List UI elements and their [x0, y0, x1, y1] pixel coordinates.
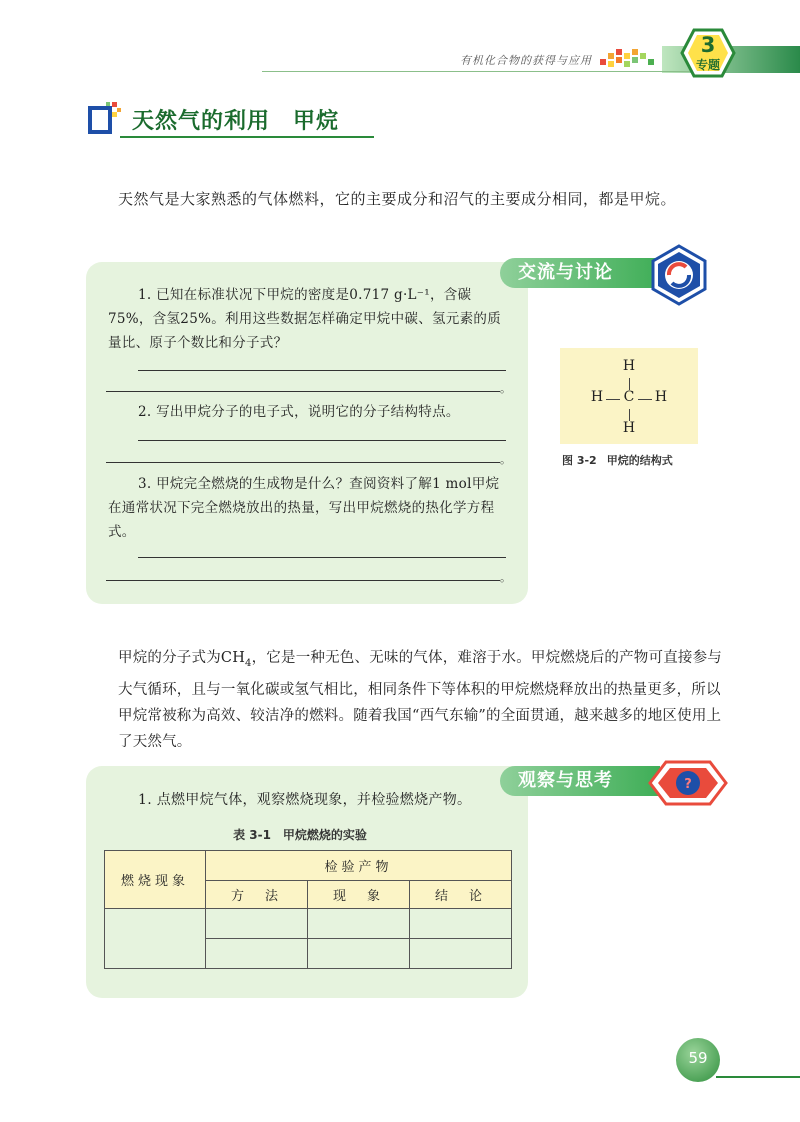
answer-line	[138, 440, 506, 441]
table-caption-number: 表 3-1	[233, 828, 271, 842]
table-caption	[206, 826, 406, 843]
running-title: 有机化合物的获得与应用	[460, 54, 592, 67]
mosaic-decoration	[596, 47, 658, 71]
figure-caption-number: 图 3-2	[562, 454, 597, 467]
table-cell	[105, 909, 206, 969]
answer-end-mark: 。	[500, 453, 511, 466]
chapter-number: 3	[700, 33, 716, 57]
chapter-label: 专题	[695, 58, 720, 72]
discussion-cycle-icon	[648, 244, 710, 306]
table-cell	[308, 939, 410, 969]
section-title-rule	[120, 136, 374, 138]
page-number-rule	[716, 1076, 800, 1078]
page-number: 59	[688, 1049, 708, 1067]
answer-line	[138, 557, 506, 558]
paragraph-part1: 甲烷的分子式为CH	[118, 650, 246, 666]
observe-tab: 观察与思考	[500, 766, 660, 796]
methane-paragraph	[118, 645, 728, 755]
methane-structure-figure	[560, 348, 698, 444]
header-method: 方 法	[206, 881, 308, 909]
header-test-products: 检验产物	[206, 851, 512, 881]
discussion-question-2: 2. 写出甲烷分子的电子式，说明它的分子结构特点。	[138, 404, 460, 420]
table-cell	[410, 939, 512, 969]
svg-text:?: ?	[684, 777, 692, 792]
answer-end-mark: 。	[500, 382, 511, 395]
table-cell	[410, 909, 512, 939]
observe-question-icon	[648, 760, 728, 806]
experiment-table	[104, 850, 512, 969]
paragraph-subscript: 4	[245, 657, 252, 669]
discussion-question-1: 1. 已知在标准状况下甲烷的密度是0.717 g·L⁻¹，含碳75%，含氢25%。利用这些数据怎样确定甲烷中碳、氢元素的质量比、原子个数比和分子式？	[108, 287, 502, 351]
answer-line	[138, 370, 506, 371]
header-observation: 现 象	[308, 881, 410, 909]
atom-h-right: H	[654, 389, 668, 405]
header-conclusion: 结 论	[410, 881, 512, 909]
header-combustion-phenomenon: 燃烧现象	[105, 851, 206, 909]
paragraph-part2: ，它是一种无色、无味的气体，难溶于水。甲烷燃烧后的产物可直接参与大气循环，且与一氧化碳或氢气相比，相同条件下等体积的甲烷燃烧释放出的热量更多，所以甲烷常被称为高效、较洁净的燃料。随着我国“西气东输”的全面贯通，越来越多的地区使用上了天然气。	[118, 650, 723, 750]
observe-question-1: 1. 点燃甲烷气体，观察燃烧现象，并检验燃烧产物。	[138, 792, 472, 808]
figure-caption-text: 甲烷的结构式	[606, 454, 673, 467]
bond-left	[606, 399, 620, 400]
table-cell	[308, 909, 410, 939]
discussion-tab: 交流与讨论	[500, 258, 660, 288]
atom-h-left: H	[590, 389, 604, 405]
header-rule	[262, 71, 722, 72]
table-cell	[206, 909, 308, 939]
answer-line	[106, 391, 500, 392]
discussion-question-3: 3. 甲烷完全燃烧的生成物是什么？查阅资料了解1 mol甲烷在通常状况下完全燃烧放出的热量，写出甲烷燃烧的热化学方程式。	[108, 476, 500, 540]
answer-line	[106, 580, 500, 581]
section-title: 天然气的利用 甲烷	[132, 109, 340, 134]
section-title-icon	[86, 100, 122, 136]
atom-h-bottom: H	[622, 420, 636, 436]
figure-caption	[562, 452, 683, 468]
table-cell	[206, 939, 308, 969]
intro-paragraph: 天然气是大家熟悉的气体燃料，它的主要成分和沼气的主要成分相同，都是甲烷。	[118, 190, 677, 208]
answer-line	[106, 462, 500, 463]
answer-end-mark: 。	[500, 571, 511, 584]
table-caption-text: 甲烷燃烧的实验	[282, 828, 367, 842]
atom-c-center: C	[623, 389, 635, 405]
atom-h-top: H	[622, 358, 636, 374]
bond-right	[638, 399, 652, 400]
